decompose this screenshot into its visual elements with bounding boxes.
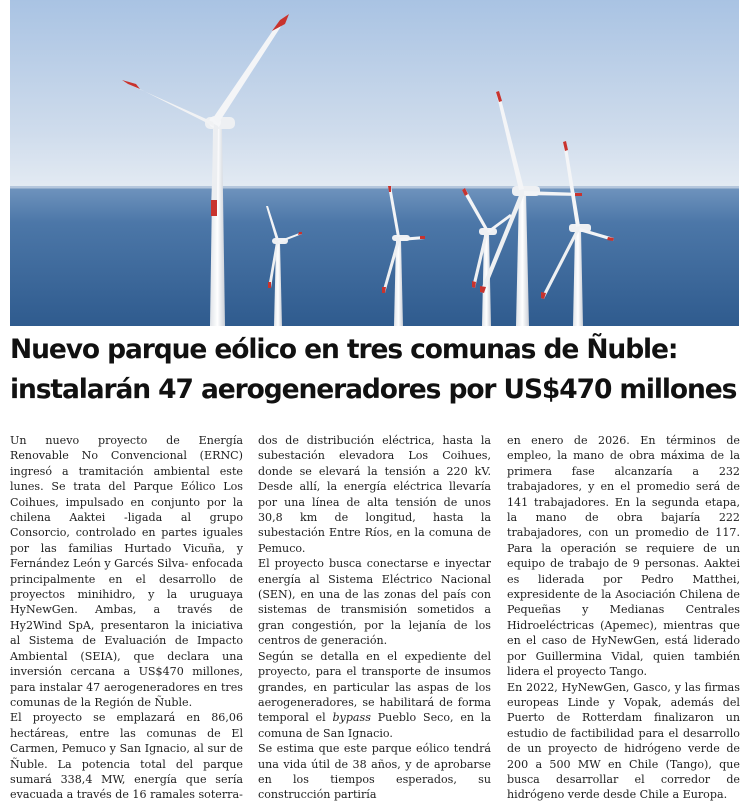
italic-term: bypass <box>332 711 371 725</box>
article-column-3 <box>507 433 740 803</box>
article-column-2 <box>258 433 491 803</box>
paragraph-text: Según se detalla en el expediente del proyecto, para el transporte de insumos grandes, en particular las aspas de los aerogeneradores, se habilitará de forma temporal el <box>258 649 491 725</box>
wind-farm-photo <box>10 0 739 326</box>
paragraph <box>258 649 491 741</box>
paragraph: en enero de 2026. En términos de empleo, la mano de obra máxima de la primera fase alcanzaría a 232 trabajadores, y en el promedio será de 141 trabajadores. En la segunda etapa, la mano de obra bajaría 222 trabajadores, con un promedio de 117. Para la operación se requiere de un equipo de trabajo de 9 personas. Aaktei es liderada por Pedro Matthei, expresidente de la Asociación Chilena de Pequeñas y Medianas Centrales Hidroeléctricas (Apemec), mientras que en el caso de HyNewGen, está liderado por Guillermina Vidal, quien también lidera el proyecto Tango. <box>507 434 740 679</box>
paragraph: Un nuevo proyecto de Energía Renovable No Convencional (ERNC) ingresó a tramitación ambiental este lunes. Se trata del Parque Eólico Los Coihues, impulsado en conjunto por la chilena Aaktei -ligada al grupo Consorcio, controlado en partes iguales por las familias Hurtado Vicuña, y Fernández León y Garcés Silva- enfocada principalmente en el desarrollo de proyectos minihidro, y la uruguaya HyNewGen. Ambas, a través de Hy2Wind SpA, presentaron la iniciativa al Sistema de Evaluación de Impacto Ambiental (SEIA), que declara una inversión cercana a US$470 millones, para instalar 47 aerogeneradores en tres comunas de la Región de Ñuble. <box>10 434 243 709</box>
paragraph: El proyecto busca conectarse e inyectar energía al Sistema Eléctrico Nacional (SEN), en una de las zonas del país con sistemas de transmisión sometidos a gran congestión, por la lejanía de los centros de generación. <box>258 557 491 648</box>
headline-line-2: instalarán 47 aerogeneradores por US$470 millones <box>10 374 737 405</box>
headline-line-1: Nuevo parque eólico en tres comunas de Ñuble: <box>10 334 678 365</box>
article-column-1 <box>10 433 243 803</box>
paragraph-text: Pueblo Seco, en la comuna de San Ignacio. <box>258 711 491 740</box>
sky <box>10 0 739 190</box>
paragraph: El proyecto se emplazará en 86,06 hectáreas, entre las comunas de El Carmen, Pemuco y San Ignacio, al sur de Ñuble. La potencia total del parque sumará 338,4 MW, energía que sería evacuada a través de 16 ramales soterra- <box>10 711 243 802</box>
paragraph: Se estima que este parque eólico tendrá una vida útil de 38 años, y de aprobarse en los tiempos esperados, su construcción partiría <box>258 742 491 802</box>
article-headline <box>10 330 740 410</box>
paragraph: dos de distribución eléctrica, hasta la subestación elevadora Los Coihues, donde se elevará la tensión a 220 kV. Desde allí, la energía eléctrica llevaría por una línea de alta tensión de unos 30,8 km de longitud, hasta la subestación Entre Ríos, en la comuna de Pemuco. <box>258 434 491 555</box>
sea <box>10 188 739 326</box>
paragraph: En 2022, HyNewGen, Gasco, y las firmas europeas Linde y Vopak, además del Puerto de Rotterdam finalizaron un estudio de factibilidad para el desarrollo de un proyecto de hidrógeno verde de 200 a 500 MW en Chile (Tango), que busca desarrollar el corredor de hidrógeno verde desde Chile a Europa. <box>507 680 740 802</box>
